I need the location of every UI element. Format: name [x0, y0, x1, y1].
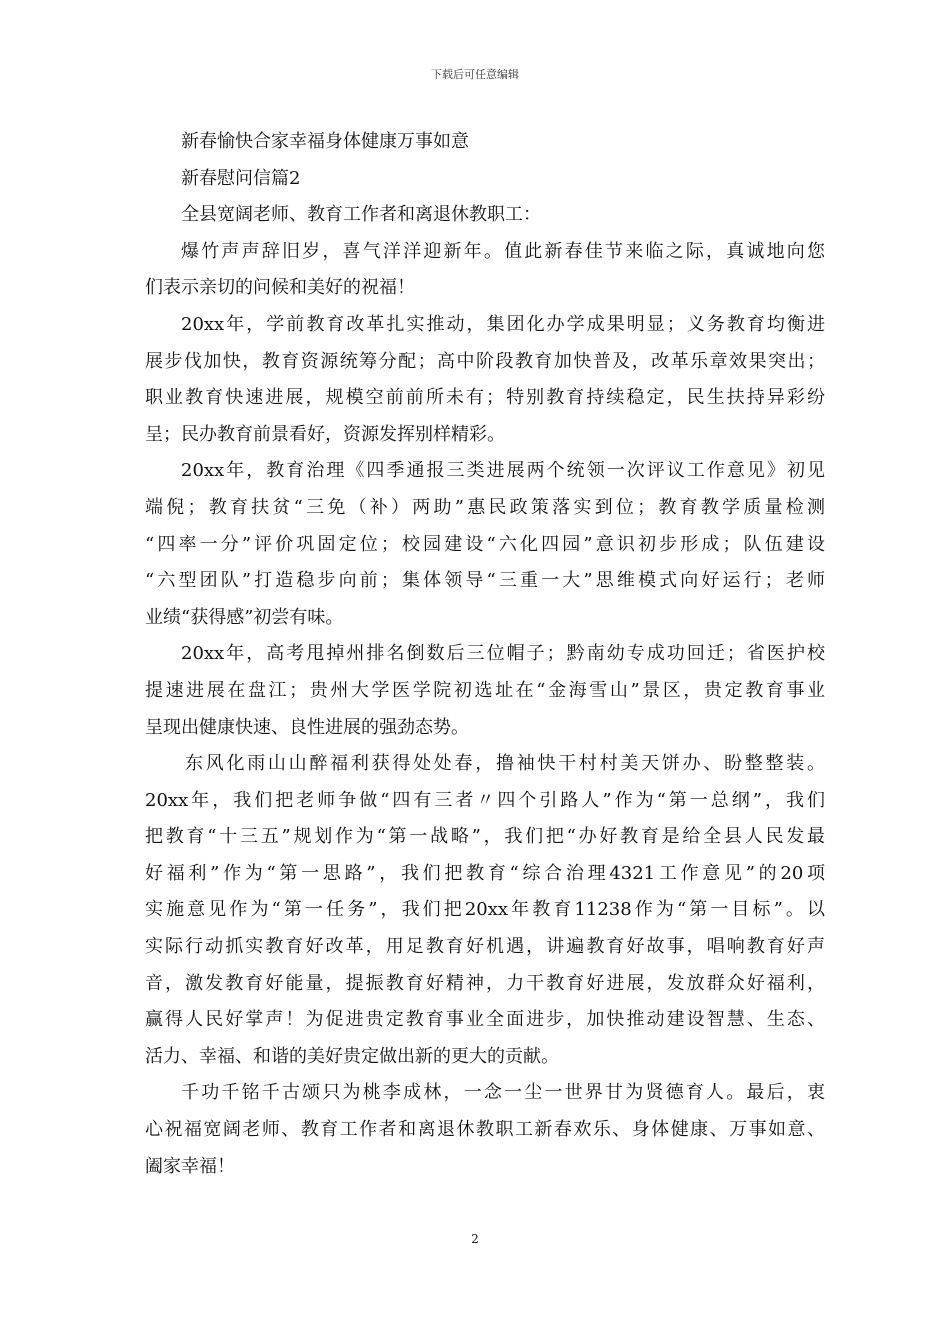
salutation: 全县宽阔老师、教育工作者和离退休教职工：	[181, 204, 541, 226]
text-line: 端倪；教育扶贫“三免（补）两助”惠民政策落实到位；教育教学质量检测	[145, 496, 825, 518]
text-line: 20xx年，教育治理《四季通报三类进展两个统领一次评议工作意见》初见	[181, 460, 825, 482]
text-line: 职业教育快速进展，规模空前前所未有；特别教育持续稳定，民生扶持异彩纷	[145, 387, 825, 409]
text-line: 实际行动抓实教育好改革，用足教育好机遇，讲遍教育好故事，唱响教育好声	[145, 936, 825, 958]
page-number: 2	[471, 1232, 479, 1246]
text-line: 提速进展在盘江；贵州大学医学院初选址在“金海雪山”景区，贵定教育事业	[145, 679, 825, 701]
text-line: 活力、幸福、和谐的美好贵定做出新的更大的贡献。	[145, 1045, 559, 1067]
text-line: 东风化雨山山醉福利获得处处春，撸袖快干村村美天饼办、盼整整装。	[185, 753, 825, 775]
text-line: 实施意见作为“第一任务”，我们把20xx年教育11238作为“第一目标”。以	[145, 899, 825, 921]
page-header-note: 下载后可任意编辑	[431, 68, 519, 81]
text-line: 呈；民办教育前景看好，资源发挥别样精彩。	[145, 423, 505, 445]
text-line: 新春愉快合家幸福身体健康万事如意	[181, 131, 469, 152]
text-line: 20xx年，我们把老师争做“四有三者〃四个引路人”作为“第一总纲”，我们	[145, 789, 825, 811]
text-line: 千功千铭千古颂只为桃李成林，一念一尘一世界甘为贤德育人。最后，衷	[181, 1082, 825, 1104]
text-line: 20xx年，高考甩掉州排名倒数后三位帽子；黔南幼专成功回迁；省医护校	[181, 643, 825, 665]
text-line: 音，激发教育好能量，提振教育好精神，力干教育好进展，发放群众好福利，	[145, 972, 825, 994]
text-line: “四率一分”评价巩固定位；校园建设“六化四园”意识初步形成；队伍建设	[145, 533, 825, 555]
text-line: 赢得人民好掌声！为促进贵定教育事业全面进步，加快推动建设智慧、生态、	[145, 1009, 825, 1031]
text-line: 好福利”作为“第一思路”，我们把教育“综合治理4321工作意见”的20项	[145, 862, 825, 884]
text-line: 展步伐加快，教育资源统筹分配；高中阶段教育加快普及，改革乐章效果突出；	[145, 350, 825, 372]
text-line: 心祝福宽阔老师、教育工作者和离退休教职工新春欢乐、身体健康、万事如意、	[145, 1119, 825, 1141]
text-line: 阖家幸福！	[145, 1155, 235, 1177]
document-body	[145, 124, 825, 1185]
text-line: “六型团队”打造稳步向前；集体领导“三重一大”思维模式向好运行；老师	[145, 570, 825, 592]
text-line: 20xx年，学前教育改革扎实推动，集团化办学成果明显；义务教育均衡进	[181, 313, 825, 335]
text-line: 业绩“获得感”初尝有味。	[145, 606, 344, 628]
text-line: 呈现出健康快速、良性进展的强劲态势。	[145, 716, 469, 738]
text-line: 们表示亲切的问候和美好的祝福！	[145, 277, 415, 299]
text-line: 爆竹声声辞旧岁，喜气洋洋迎新年。值此新春佳节来临之际，真诚地向您	[181, 240, 825, 262]
section-title: 新春慰问信篇2	[181, 167, 301, 189]
text-line: 把教育“十三五”规划作为“第一战略”，我们把“办好教育是给全县人民发最	[145, 826, 825, 848]
